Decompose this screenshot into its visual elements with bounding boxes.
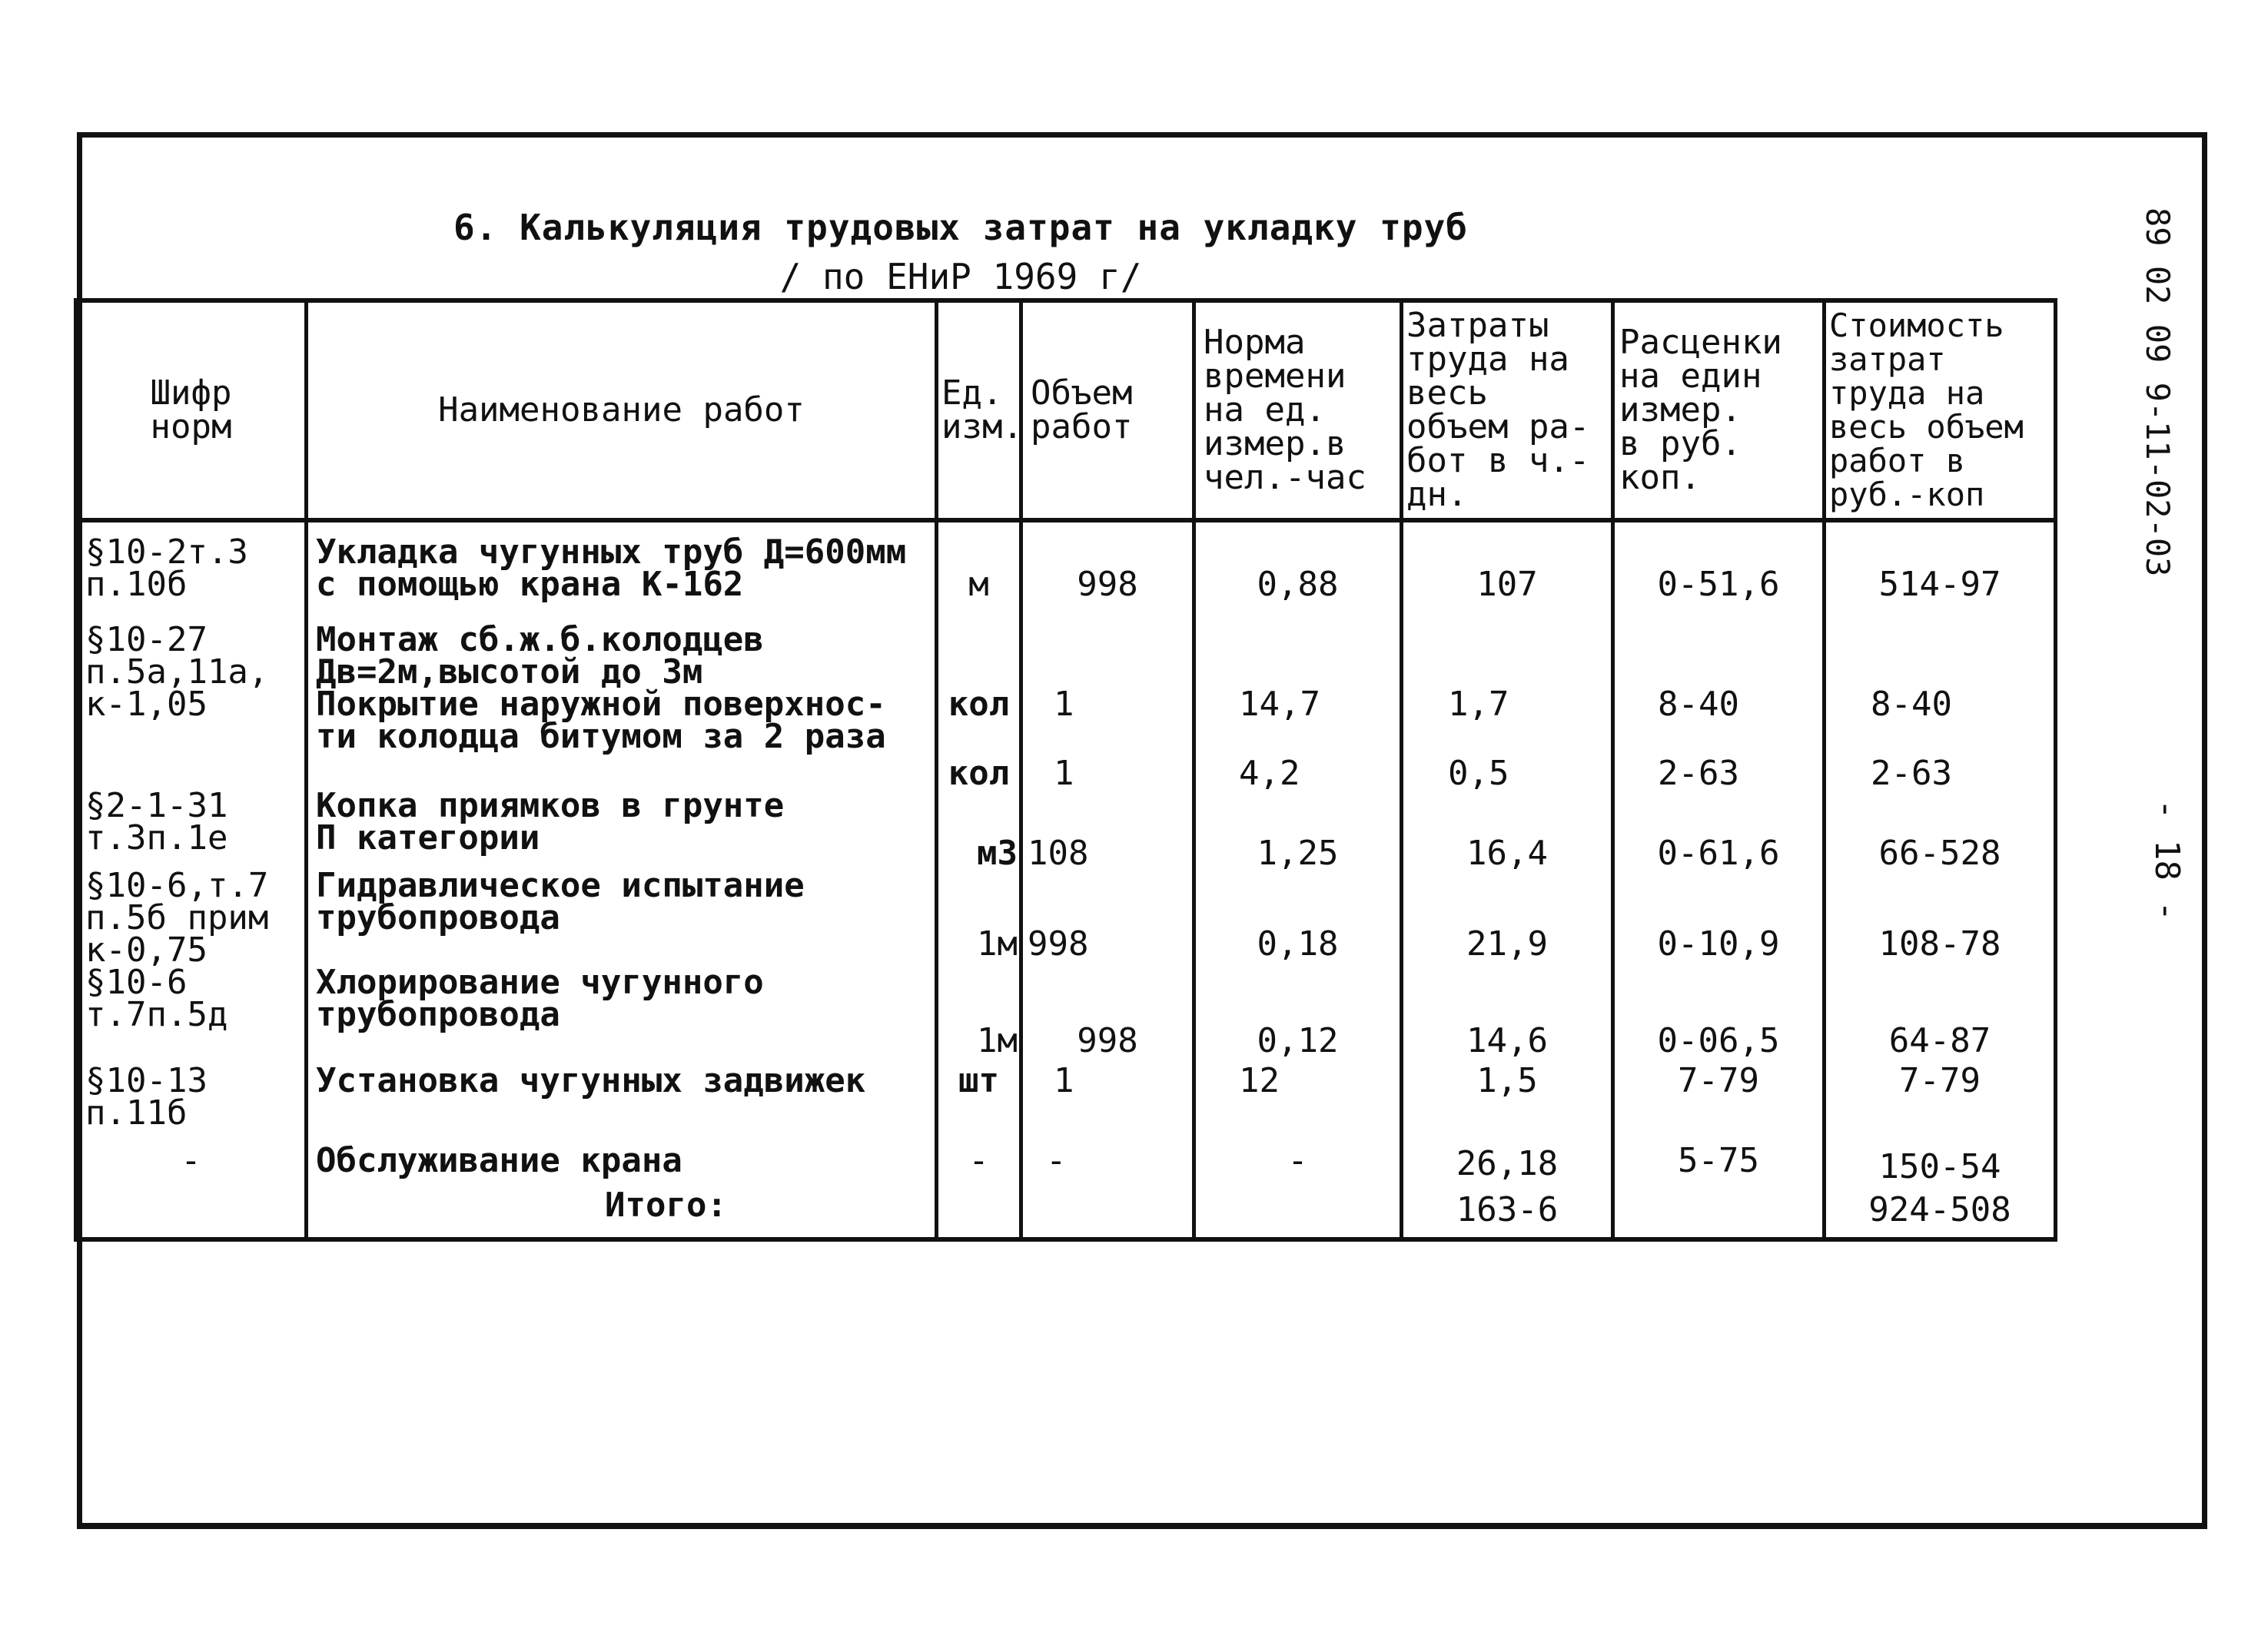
norm-cell: 0,18 [1194,870,1402,967]
rate-cell: 0-51,6 [1613,520,1825,601]
labor-cell: 26,18 [1402,1130,1613,1183]
total-cost: 924-508 [1825,1183,2056,1239]
norm-cell: 1,25 [1194,790,1402,870]
volume-cell: 1 [1021,1057,1194,1130]
col-header-code: Шифр норм [76,300,307,520]
side-document-code [2139,207,2210,577]
table-header-row [76,300,2056,520]
unit-cell: 1м [937,870,1021,967]
rate-cell: 7-79 [1613,1057,1825,1130]
volume-cell: 108 [1021,790,1194,870]
page-number [2147,799,2198,953]
volume-cell: 998 [1021,520,1194,601]
labor-cell: 14,6 [1402,967,1613,1057]
labor-cell: 21,9 [1402,870,1613,967]
rate-cell: 0-06,5 [1613,967,1825,1057]
page-number-text: - 18 - [2147,799,2187,921]
col-header-volume: Объем работ [1021,300,1194,520]
rate-cell: 5-75 [1613,1130,1825,1183]
total-rate-cell [1613,1183,1825,1239]
labor-cell: 1,7 0,5 [1402,601,1613,790]
norm-cell: - [1194,1130,1402,1183]
cost-cell: 8-40 2-63 [1825,601,2056,790]
rate-cell: 0-10,9 [1613,870,1825,967]
table-row [76,1057,2056,1130]
unit-cell: м3 [937,790,1021,870]
norm-code-cell: §10-6 т.7п.5д [76,967,307,1057]
table-row [76,520,2056,601]
work-name-cell: Укладка чугунных труб Д=600мм с помощью крана К-162 [307,520,937,601]
volume-cell: 998 [1021,967,1194,1057]
norm-code-cell: §10-27 п.5а,11а, к-1,05 [76,601,307,790]
cost-cell: 7-79 [1825,1057,2056,1130]
work-name-cell: Обслуживание крана [307,1130,937,1183]
work-name-cell: Копка приямков в грунте П категории [307,790,937,870]
unit-cell: м [937,520,1021,601]
table-row [76,790,2056,870]
total-label: Итого: [307,1183,937,1239]
cost-cell: 514-97 [1825,520,2056,601]
total-code-cell [76,1183,307,1239]
work-name-cell: Установка чугунных задвижек [307,1057,937,1130]
labor-cost-table [74,298,2057,1242]
rate-cell: 0-61,6 [1613,790,1825,870]
total-labor: 163-6 [1402,1183,1613,1239]
total-unit-cell [937,1183,1021,1239]
table-row [76,870,2056,967]
col-header-norm: Норма времени на ед. измер.в чел.-час [1194,300,1402,520]
norm-cell: 0,88 [1194,520,1402,601]
norm-cell: 12 [1194,1057,1402,1130]
col-header-name: Наименование работ [307,300,937,520]
table-row [76,967,2056,1057]
unit-cell: 1м [937,967,1021,1057]
labor-cell: 1,5 [1402,1057,1613,1130]
side-code-text: 89 02 09 9-11-02-03 [2139,207,2177,577]
norm-cell: 14,7 4,2 [1194,601,1402,790]
cost-cell: 108-78 [1825,870,2056,967]
cost-cell: 150-54 [1825,1130,2056,1183]
table-row [76,601,2056,790]
norm-code-cell: §2-1-31 т.3п.1е [76,790,307,870]
cost-cell: 66-528 [1825,790,2056,870]
norm-code-cell: §10-6,т.7 п.5б прим к-0,75 [76,870,307,967]
document-subtitle: / по ЕНиР 1969 г/ [779,256,1142,297]
volume-cell: 1 1 [1021,601,1194,790]
norm-code-cell: - [76,1130,307,1183]
table-row [76,1130,2056,1183]
norm-cell: 0,12 [1194,967,1402,1057]
col-header-rate: Расценки на един измер. в руб. коп. [1613,300,1825,520]
unit-cell: кол кол [937,601,1021,790]
col-header-cost: Стоимость затрат труда на весь объем работ в руб.-коп [1825,300,2056,520]
norm-code-cell: §10-2т.3 п.10б [76,520,307,601]
unit-cell: - [937,1130,1021,1183]
document-title: 6. Калькуляция трудовых затрат на укладку труб [453,207,1468,248]
work-name-cell: Гидравлическое испытание трубопровода [307,870,937,967]
unit-cell: шт [937,1057,1021,1130]
volume-cell: 998 [1021,870,1194,967]
col-header-unit: Ед. изм. [937,300,1021,520]
total-norm-cell [1194,1183,1402,1239]
work-name-cell: Хлорирование чугунного трубопровода [307,967,937,1057]
total-volume-cell [1021,1183,1194,1239]
labor-cell: 107 [1402,520,1613,601]
table-total-row [76,1183,2056,1239]
volume-cell: - [1021,1130,1194,1183]
rate-cell: 8-40 2-63 [1613,601,1825,790]
labor-cell: 16,4 [1402,790,1613,870]
col-header-labor: Затраты труда на весь объем ра- бот в ч.- дн. [1402,300,1613,520]
work-name-cell: Монтаж сб.ж.б.колодцев Дв=2м,высотой до 3м Покрытие наружной поверхнос- ти колодца битумом за 2 раза [307,601,937,790]
norm-code-cell: §10-13 п.11б [76,1057,307,1130]
cost-cell: 64-87 [1825,967,2056,1057]
